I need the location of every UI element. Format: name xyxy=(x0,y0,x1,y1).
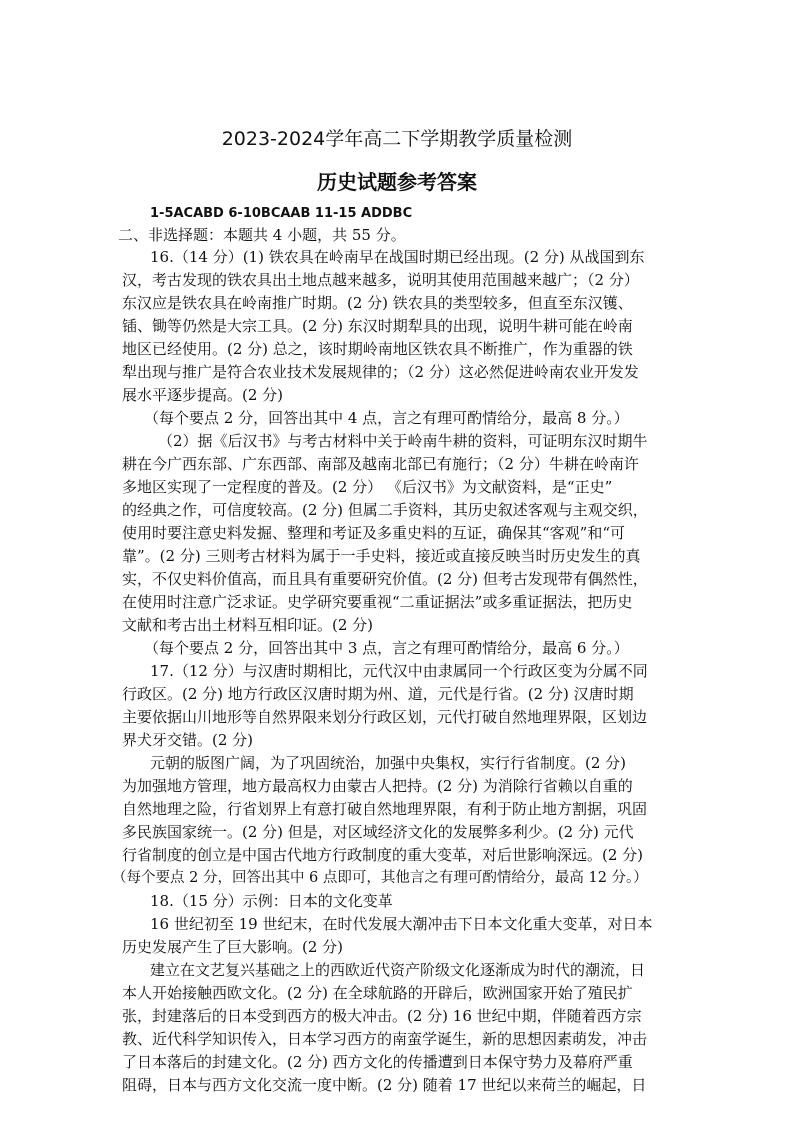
q16-part2-line: 耕在今广西东部、广东西部、南部及越南北部已有施行；（2 分）牛耕在岭南许 xyxy=(122,455,639,473)
q16-part2-line: （2）据《后汉书》与考古材料中关于岭南牛耕的资料，可证明东汉时期牛 xyxy=(158,432,648,450)
q16-part2-line: 的经典之作，可信度较高。(2 分) 但属二手资料，其历史叙述客观与主观交织， xyxy=(122,501,648,519)
q17-line: 多民族国家统一。(2 分) 但是，对区域经济文化的发展弊多利少。(2 分) 元代 xyxy=(122,823,634,841)
q18-line: 张，封建落后的日本受到西方的极大冲击。(2 分) 16 世纪中期，伴随着西方宗 xyxy=(122,1007,642,1025)
q16-line: 犁出现与推广是符合农业技术发展规律的；（2 分）这必然促进岭南农业开发发 xyxy=(122,363,639,381)
exam-title: 2023-2024学年高二下学期教学质量检测 xyxy=(221,128,573,150)
q17-line: 主要依据山川地形等自然界限来划分行政区划，元代打破自然地理界限，区划边 xyxy=(122,708,648,726)
q16-part2-scoring-note: （每个要点 2 分，回答出其中 3 点，言之有理可酌情给分，最高 6 分。） xyxy=(144,639,629,657)
section-heading: 二、非选择题：本题共 4 小题，共 55 分。 xyxy=(118,226,406,244)
q16-line: 展水平逐步提高。(2 分) xyxy=(122,386,284,404)
q17-line: 自然地理之险，行省划界上有意打破自然地理界限，有利于防止地方割据，巩固 xyxy=(122,800,648,818)
q16-line: 东汉应是铁农具在岭南推广时期。(2 分) 铁农具的类型较多，但直至东汉镬、 xyxy=(122,294,633,312)
q17-scoring-note: （每个要点 2 分，回答出其中 6 点即可，其他言之有理可酌情给分，最高 12 分。） xyxy=(112,870,648,886)
q16-line: 锸、锄等仍然是大宗工具。(2 分) 东汉时期犁具的出现，说明牛耕可能在岭南 xyxy=(122,317,633,335)
q16-line: 16.（14 分）(1) 铁农具在岭南早在战国时期已经出现。(2 分) 从战国到东 xyxy=(150,248,645,266)
q17-line: 为加强地方管理，地方最高权力由蒙古人把持。(2 分) 为消除行省赖以自重的 xyxy=(122,777,633,795)
q17-line: 界犬牙交错。(2 分) xyxy=(122,731,254,749)
q18-heading: 18.（15 分）示例：日本的文化变革 xyxy=(150,892,393,910)
q18-line: 了日本落后的封建文化。(2 分) 西方文化的传播遭到日本保守势力及幕府严重 xyxy=(122,1053,633,1071)
q16-part2-line: 使用时要注意史料发掘、整理和考证及多重史料的互证，确保其“客观”和“可 xyxy=(122,524,626,542)
q16-part2-line: 靠”。(2 分) 三则考古材料为属于一手史料，接近或直接反映当时历史发生的真 xyxy=(122,547,641,565)
q18-line: 历史发展产生了巨大影响。(2 分) xyxy=(122,938,344,956)
q17-line: 行政区。(2 分) 地方行政区汉唐时期为州、道，元代是行省。(2 分) 汉唐时期 xyxy=(122,685,634,703)
q16-scoring-note: （每个要点 2 分，回答出其中 4 点，言之有理可酌情给分，最高 8 分。） xyxy=(144,409,629,427)
q18-line: 16 世纪初至 19 世纪末，在时代发展大潮冲击下日本文化重大变革，对日本 xyxy=(150,915,653,933)
q16-part2-line: 在使用时注意广泛求证。史学研究要重视“二重证据法”或多重证据法，把历史 xyxy=(122,593,633,611)
q17-line: 17.（12 分）与汉唐时期相比，元代汉中由隶属同一个行政区变为分属不同 xyxy=(150,662,648,680)
q16-line: 汉，考古发现的铁农具出土地点越来越多，说明其使用范围越来越广；（2 分） xyxy=(122,271,639,289)
q18-line: 建立在文艺复兴基础之上的西欧近代资产阶级文化逐渐成为时代的潮流，日 xyxy=(150,961,646,979)
q18-line: 本人开始接触西欧文化。(2 分) 在全球航路的开辟后，欧洲国家开始了殖民扩 xyxy=(122,984,633,1002)
q18-line: 教、近代科学知识传入，日本学习西方的南蛮学诞生，新的思想因素萌发，冲击 xyxy=(122,1030,648,1048)
q17-line: 行省制度的创立是中国古代地方行政制度的重大变革，对后世影响深远。(2 分) xyxy=(122,846,644,864)
q17-line: 元朝的版图广阔，为了巩固统治，加强中央集权，实行行省制度。(2 分) xyxy=(150,754,627,772)
q16-part2-line: 文献和考古出土材料互相印证。(2 分) xyxy=(122,616,374,634)
q16-part2-line: 多地区实现了一定程度的普及。(2 分） 《后汉书》为文献资料，是“正史” xyxy=(122,478,613,496)
q18-line: 阻碍，日本与西方文化交流一度中断。(2 分) 随着 17 世纪以来荷兰的崛起，日 xyxy=(122,1076,647,1094)
q16-part2-line: 实，不仅史料价值高，而且具有重要研究价值。(2 分) 但考古发现带有偶然性， xyxy=(122,570,648,588)
multiple-choice-answers: 1-5ACABD 6-10BCAAB 11-15 ADDBC xyxy=(150,206,413,221)
q16-line: 地区已经使用。(2 分) 总之，该时期岭南地区铁农具不断推广，作为重器的铁 xyxy=(122,340,633,358)
answer-key-title: 历史试题参考答案 xyxy=(317,170,477,194)
